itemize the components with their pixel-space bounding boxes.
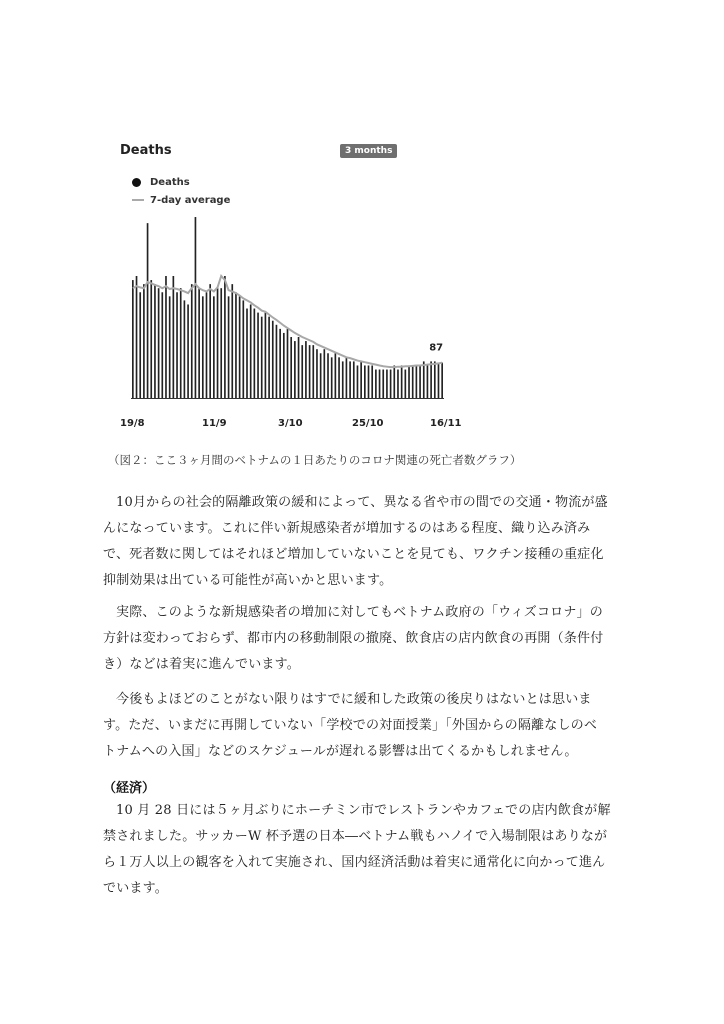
death-bar	[305, 341, 307, 398]
death-bar	[184, 300, 186, 398]
death-bar	[357, 365, 359, 398]
death-bar	[180, 288, 182, 398]
death-bar	[386, 370, 388, 398]
death-bar	[401, 365, 403, 398]
death-bar	[408, 365, 410, 398]
paragraph-line: 10月からの社会的隔離政策の緩和によって、異なる省や市の間での交通・物流が盛	[116, 495, 608, 510]
death-bar	[316, 349, 318, 398]
paragraph-line: す。ただ、いまだに再開していない「学校での対面授業」「外国からの隔離なしのベ	[103, 718, 598, 733]
death-bar	[154, 284, 156, 398]
paragraph-economy	[103, 798, 623, 902]
death-bar	[412, 365, 414, 398]
paragraph-line: トナムへの入国」などのスケジュールが遅れる影響は出てくるかもしれません。	[103, 744, 578, 759]
death-bar	[195, 217, 197, 398]
x-tick-label: 11/9	[202, 418, 227, 429]
death-bar	[371, 365, 373, 398]
death-bar	[438, 363, 440, 398]
x-tick-label: 19/8	[120, 418, 145, 429]
death-bar	[331, 357, 333, 398]
paragraph-line: 実際、このような新規感染者の増加に対してもベトナム政府の「ウィズコロナ」の	[116, 605, 603, 620]
legend-label-deaths: Deaths	[150, 176, 190, 188]
death-bar	[176, 292, 178, 398]
death-bar	[257, 313, 259, 398]
death-bar	[158, 288, 160, 398]
death-bar	[298, 337, 300, 398]
death-bar	[250, 304, 252, 398]
death-bar	[327, 353, 329, 398]
paragraph-line: 禁されました。サッカーW 杯予選の日本―ベトナム戦もハノイで入場制限はありなが	[103, 829, 608, 844]
paragraph-line: ら１万人以上の観客を入れて実施され、国内経済活動は着実に通常化に向かって進ん	[103, 855, 606, 870]
chart-title: Deaths	[120, 143, 172, 158]
death-bar	[364, 365, 366, 398]
death-bar	[147, 223, 149, 398]
death-bar	[416, 365, 418, 398]
death-bar	[393, 365, 395, 398]
death-bar	[150, 280, 152, 398]
death-bar	[342, 361, 344, 398]
death-bar	[213, 296, 215, 398]
death-bar	[279, 329, 281, 398]
death-bar	[382, 370, 384, 398]
legend-item-average	[132, 191, 230, 209]
death-bar	[309, 345, 311, 398]
death-bar	[202, 296, 204, 398]
death-bar	[368, 365, 370, 398]
death-bar	[434, 361, 436, 398]
death-bar	[360, 361, 362, 398]
paragraph-line: 方針は変わっておらず、都市内の移動制限の撤廃、飲食店の店内飲食の再開（条件付	[103, 631, 604, 646]
death-bar	[283, 333, 285, 398]
death-bar	[254, 309, 256, 398]
death-bar	[323, 349, 325, 398]
death-bar	[187, 304, 189, 398]
death-bar	[397, 370, 399, 398]
death-bar	[290, 337, 292, 398]
paragraph-line: でいます。	[103, 881, 168, 896]
paragraph-line: んになっています。これに伴い新規感染者が増加するのはある程度、織り込み済み	[103, 521, 591, 536]
legend-label-average: 7-day average	[150, 194, 231, 206]
legend-item-deaths	[132, 173, 230, 191]
paragraph-line: 抑制効果は出ている可能性が高いかと思います。	[103, 573, 393, 588]
death-bar	[427, 365, 429, 398]
death-bar	[220, 288, 222, 398]
death-bar	[139, 292, 141, 398]
death-bar	[287, 329, 289, 398]
death-bar	[143, 284, 145, 398]
death-bar	[335, 353, 337, 398]
death-bar	[198, 288, 200, 398]
death-bar	[224, 276, 226, 398]
x-tick-label: 25/10	[352, 418, 384, 429]
range-3-months-button[interactable]: 3 months	[340, 144, 397, 158]
death-bar	[405, 370, 407, 398]
x-tick-label: 3/10	[278, 418, 303, 429]
death-bar	[161, 292, 163, 398]
death-bar	[169, 296, 171, 398]
death-bar	[235, 292, 237, 398]
death-bar	[268, 317, 270, 398]
death-bar	[136, 276, 138, 398]
death-bar	[272, 321, 274, 398]
death-bar	[390, 370, 392, 398]
paragraph-line: き）などは着実に進んでいます。	[103, 657, 300, 672]
death-bar	[165, 276, 167, 398]
death-bar	[209, 284, 211, 398]
death-bar	[173, 276, 175, 398]
paragraph-2	[103, 600, 623, 678]
death-bar	[276, 325, 278, 398]
death-bar	[353, 361, 355, 398]
paragraph-3	[103, 687, 623, 765]
death-bar	[242, 300, 244, 398]
death-bar	[338, 357, 340, 398]
deaths-chart	[112, 135, 462, 435]
death-bar	[419, 365, 421, 398]
death-bar	[441, 363, 443, 398]
death-bar	[239, 296, 241, 398]
death-bar	[294, 341, 296, 398]
death-bar	[191, 284, 193, 398]
paragraph-line: 今後もよほどのことがない限りはすでに緩和した政策の後戻りはないとは思いま	[116, 692, 592, 707]
legend-dot-icon	[132, 178, 141, 187]
death-bar	[320, 353, 322, 398]
death-bar	[228, 296, 230, 398]
death-bar	[217, 288, 219, 398]
section-heading-economy: （経済）	[103, 781, 156, 796]
paragraph-line: 10 月 28 日には５ヶ月ぶりにホーチミン市でレストランやカフェでの店内飲食が解	[116, 803, 611, 818]
death-bar	[206, 292, 208, 398]
death-bar	[430, 361, 432, 398]
paragraph-1	[103, 490, 623, 594]
death-bar	[346, 357, 348, 398]
legend-line-icon	[132, 199, 144, 201]
figure-caption: （図２：ここ３ヶ月間のベトナムの１日あたりのコロナ関連の死亡者数グラフ）	[108, 453, 522, 467]
death-bar	[423, 361, 425, 398]
chart-legend	[132, 173, 230, 209]
death-bar	[231, 284, 233, 398]
death-bar	[301, 345, 303, 398]
last-value-label: 87	[429, 342, 444, 354]
death-bar	[349, 361, 351, 398]
paragraph-line: で、死者数に関してはそれほど増加していないことを見ても、ワクチン接種の重症化	[103, 547, 604, 562]
death-bar	[261, 317, 263, 398]
death-bar	[265, 313, 267, 398]
death-bar	[246, 309, 248, 398]
x-tick-label: 16/11	[430, 418, 462, 429]
death-bar	[375, 370, 377, 398]
death-bar	[312, 345, 314, 398]
death-bar	[132, 280, 134, 398]
death-bar	[379, 370, 381, 398]
